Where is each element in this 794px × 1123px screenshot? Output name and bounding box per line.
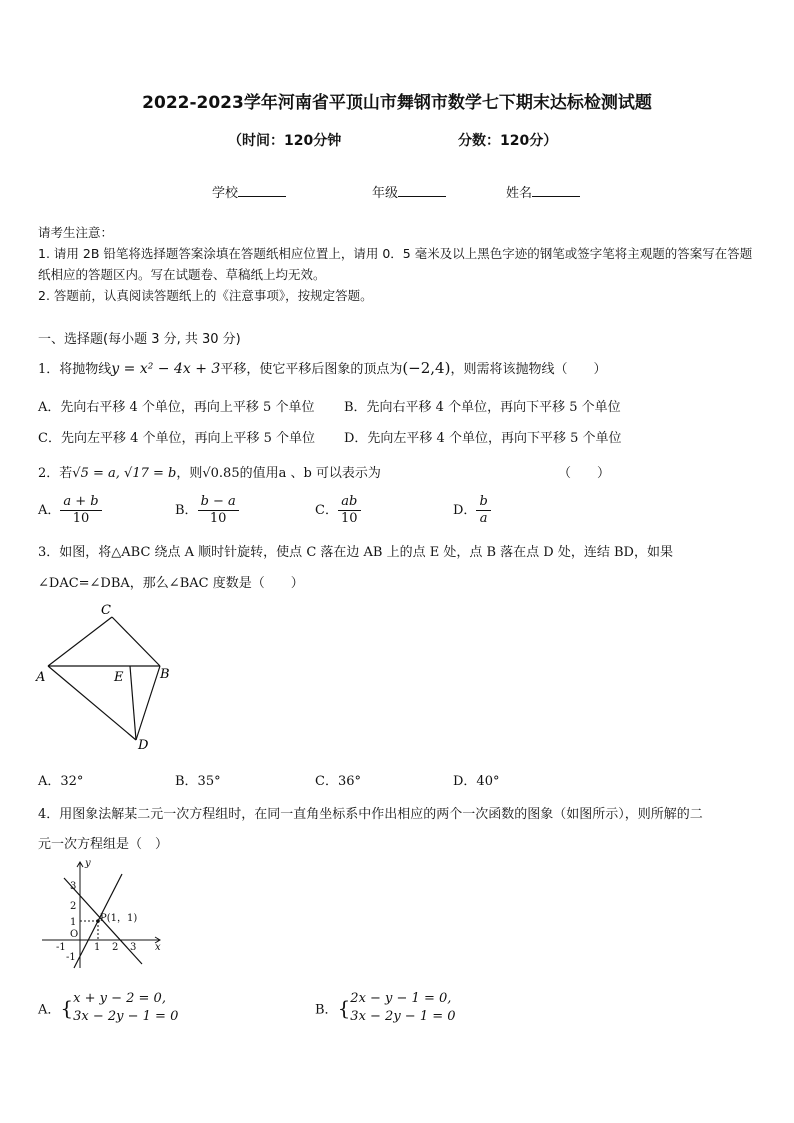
point-p-label: P(1，1) [100,913,138,924]
q2-option-a[interactable] [38,494,102,527]
page-title: 2022-2023学年河南省平顶山市舞钢市数学七下期末达标检测试题 [142,93,652,113]
q1-stem [38,358,606,377]
origin-label: O [70,929,79,940]
q4-option-b[interactable] [315,990,456,1026]
q1-prefix: 1．将抛物线 [38,362,112,377]
y-tick-3: 3 [70,881,77,892]
q4-b-equation-1: 2x − y − 1 = 0, [350,991,452,1006]
q2-option-d-fraction [476,494,490,527]
q4-stem-line-1: 4．用图象法解某二元一次方程组时，在同一直角坐标系中作出相应的两个一次函数的图象（如图所示），则所解的二 [38,807,703,822]
x-tick-3: 3 [130,942,137,953]
q2-stem [38,462,381,481]
q2-option-b-fraction [198,494,239,527]
y-tick-minus-1: -1 [66,952,76,963]
grade-label: 年级 [372,186,399,201]
section-heading: 一、选择题(每小题 3 分, 共 30 分) [38,332,241,347]
q2-suffix: 的值用a 、b 可以表示为 [239,466,381,481]
q4-option-a-label: A． [38,1002,61,1018]
school-label: 学校 [212,186,239,201]
name-field[interactable] [506,182,580,201]
q2-d-numerator: b [476,494,490,511]
label-a: A [36,670,46,685]
q2-expression: √0.85 [202,466,240,481]
label-b: B [160,667,170,682]
q2-b-denominator: 10 [209,511,227,526]
q2-option-c-label: C． [315,503,338,518]
q1-option-b[interactable]: B．先向右平移 4 个单位，再向下平移 5 个单位 [344,400,621,415]
x-axis-label: x [155,942,161,953]
segment-cb [112,617,160,666]
q2-option-a-fraction [60,494,101,527]
q1-suffix: ，则需将该抛物线（ ） [450,362,607,377]
label-e: E [114,670,124,685]
q2-b-numerator: b − a [198,494,239,511]
q4-coordinate-figure [36,856,168,974]
q4-a-system [73,990,178,1026]
q2-c-denominator: 10 [340,511,358,526]
q1-point: (−2,4) [402,359,451,377]
q3-option-d[interactable]: D．40° [453,774,500,789]
notice-item-1: 1. 请用 2B 铅笔将选择题答案涂填在答题纸相应位置上，请用 0．5 毫米及以上黑色字迹的钢笔或签字笔将主观题的答案写在答题纸相应的答题区内。写在试题卷、草稿纸上均无效。 [38,246,753,282]
q2-mid: ，则 [176,466,203,481]
q2-option-a-label: A． [38,503,61,518]
q2-option-b-label: B． [175,503,198,518]
q4-a-equation-2: 3x − 2y − 1 = 0 [73,1009,179,1024]
q3-option-b[interactable]: B．35° [175,774,221,789]
q1-option-c[interactable]: C．先向左平移 4 个单位，再向上平移 5 个单位 [38,431,316,446]
q4-option-b-label: B． [315,1002,338,1018]
q4-b-equation-2: 3x − 2y − 1 = 0 [350,1009,456,1024]
q2-a-numerator: a + b [60,494,101,511]
school-blank[interactable] [238,184,286,197]
q3-option-a[interactable]: A．32° [38,774,84,789]
q2-condition-2: √17 = b [124,466,177,481]
y-tick-1: 1 [70,917,77,928]
q4-a-brace: { [60,996,74,1020]
time-label: （时间：120分钟 [228,133,342,149]
q4-option-a[interactable] [38,990,178,1026]
x-tick-minus-1: -1 [56,942,66,953]
name-blank[interactable] [532,184,580,197]
q3-triangle-figure [30,598,190,756]
q2-option-c-fraction [338,494,361,527]
q2-condition-1: √5 = a, [72,466,120,481]
q3-stem-line-1: 3．如图，将△ABC 绕点 A 顺时针旋转，使点 C 落在边 AB 上的点 E 处，点 B 落在点 D 处，连结 BD，如果 [38,545,673,560]
q2-option-c[interactable] [315,494,361,527]
name-label: 姓名 [506,186,533,201]
q2-option-b[interactable] [175,494,239,527]
notice-item-2: 2. 答题前，认真阅读答题纸上的《注意事项》，按规定答题。 [38,288,373,303]
q4-stem-line-2: 元一次方程组是（ ） [38,837,169,852]
q1-option-d[interactable]: D．先向左平移 4 个单位，再向下平移 5 个单位 [344,431,622,446]
q2-prefix: 2．若 [38,466,73,481]
x-tick-2: 2 [112,942,119,953]
q2-a-denominator: 10 [72,511,90,526]
y-tick-2: 2 [70,901,77,912]
q2-c-numerator: ab [338,494,361,511]
school-field[interactable] [212,182,286,201]
x-tick-1: 1 [94,942,101,953]
q4-b-brace: { [337,996,351,1020]
grade-blank[interactable] [398,184,446,197]
q1-option-a[interactable]: A．先向右平移 4 个单位，再向上平移 5 个单位 [38,400,315,415]
segment-ac [48,617,112,666]
y-axis-label: y [85,858,91,869]
q2-option-d-label: D． [453,503,477,518]
score-label: 分数：120分） [458,133,558,149]
q2-answer-paren: （ ） [558,466,611,481]
label-d: D [138,738,149,753]
q2-d-denominator: a [479,511,488,526]
q4-b-system [350,990,455,1026]
q1-mid: 平移，使它平移后图象的顶点为 [220,362,403,377]
segment-bd [136,666,160,740]
notice-heading: 请考生注意： [38,225,114,240]
grade-field[interactable] [372,182,446,201]
q4-a-equation-1: x + y − 2 = 0, [73,991,166,1006]
q3-stem-line-2: ∠DAC=∠DBA，那么∠BAC 度数是（ ） [38,576,304,591]
q3-option-c[interactable]: C．36° [315,774,361,789]
segment-ed [130,666,136,740]
q2-option-d[interactable] [453,494,491,527]
q1-equation: y = x² − 4x + 3 [111,361,221,377]
label-c: C [101,603,111,618]
